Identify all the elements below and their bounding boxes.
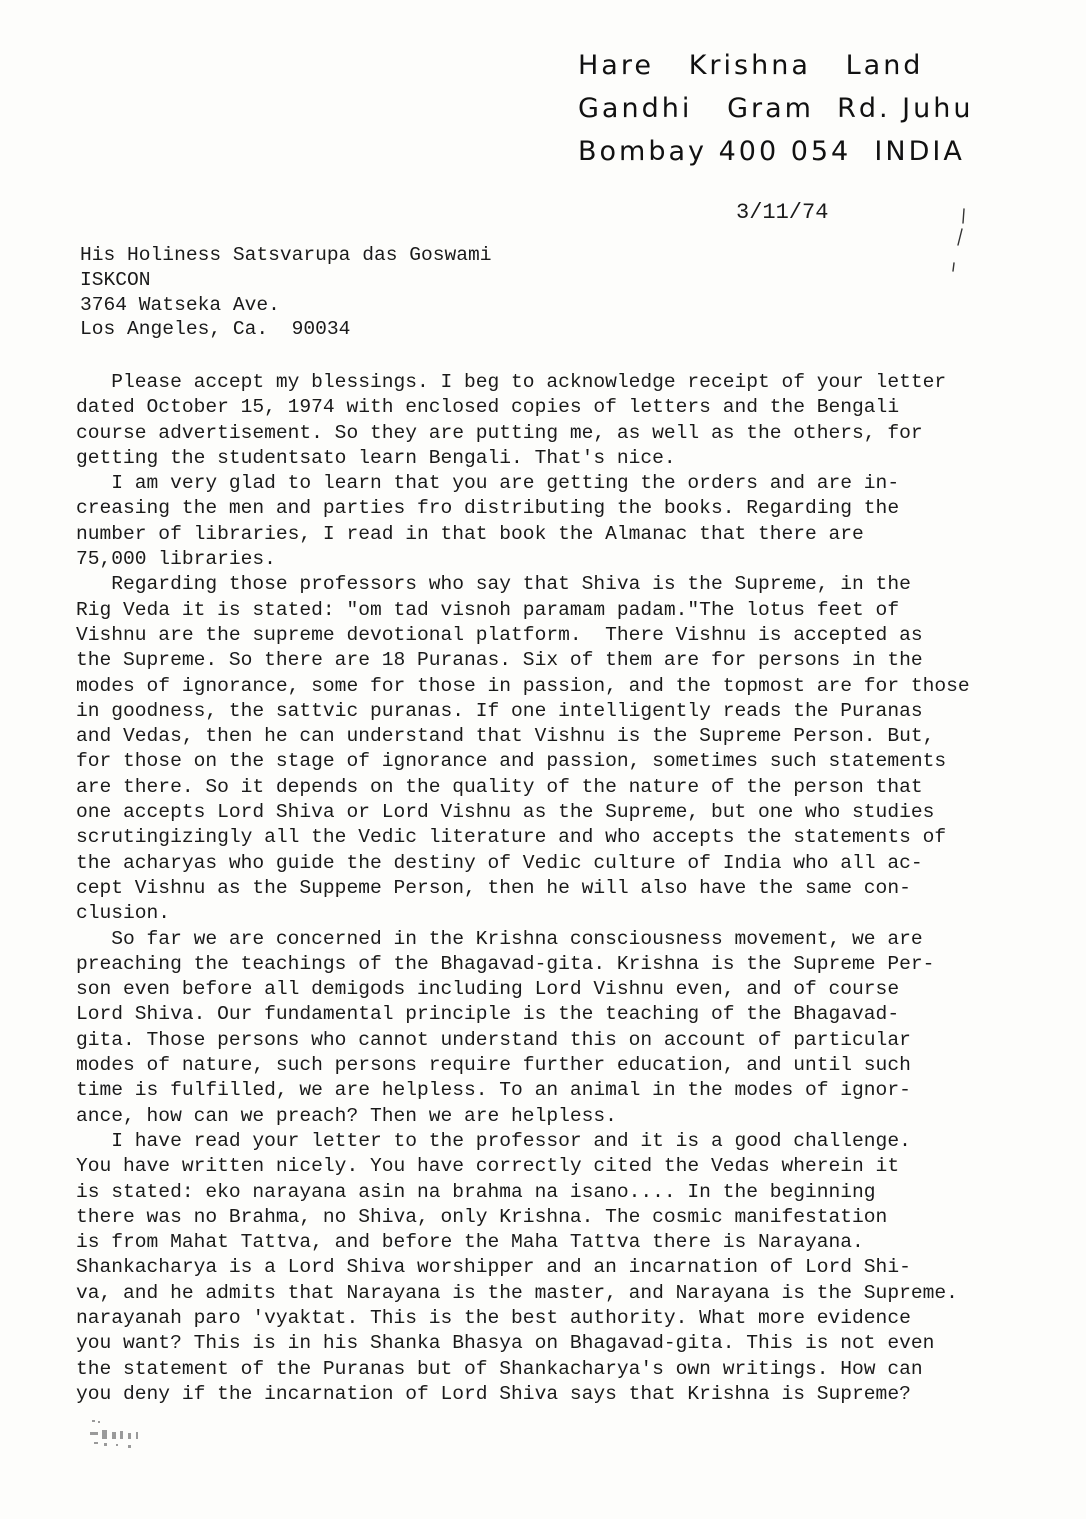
body-line: gita. Those persons who cannot understand this on account of particular — [76, 1028, 911, 1051]
body-line: the statement of the Puranas but of Shankacharya's own writings. How can — [76, 1357, 923, 1380]
letter-date: 3/11/74 — [736, 200, 829, 225]
body-line: va, and he admits that Narayana is the master, and Narayana is the Supreme. — [76, 1281, 958, 1304]
body-line: course advertisement. So they are putting me, as well as the others, for — [76, 421, 923, 444]
body-line: and Vedas, then he can understand that Vishnu is the Supreme Person. But, — [76, 725, 935, 748]
body-line: ance, how can we preach? Then we are helpless. — [76, 1104, 617, 1127]
body-line: time is fulfilled, we are helpless. To an animal in the modes of ignor- — [76, 1079, 911, 1102]
body-line: preaching the teachings of the Bhagavad-gita. Krishna is the Supreme Per- — [76, 952, 935, 975]
body-line: in goodness, the sattvic puranas. If one intelligently reads the Puranas — [76, 699, 923, 722]
body-line: getting the studentsato learn Bengali. That's nice. — [76, 446, 676, 469]
letterhead-address — [578, 44, 973, 173]
body-line: scrutingizingly all the Vedic literature and who accepts the statements of — [76, 826, 947, 849]
body-line: for those on the stage of ignorance and passion, sometimes such statements — [76, 750, 947, 773]
body-line: cept Vishnu as the Suppeme Person, then he will also have the same con- — [76, 876, 911, 899]
body-line: the acharyas who guide the destiny of Vedic culture of India who all ac- — [76, 851, 923, 874]
recipient-street: 3764 Watseka Ave. — [80, 293, 280, 316]
faint-page-mark — [86, 1418, 166, 1463]
body-line: So far we are concerned in the Krishna consciousness movement, we are — [76, 927, 923, 950]
body-line: son even before all demigods including Lord Vishnu even, and of course — [76, 978, 900, 1001]
body-line: 75,000 libraries. — [76, 548, 276, 571]
letterhead-line-3: Bombay 400 054 INDIA — [578, 136, 965, 167]
body-line: narayanah paro 'vyaktat. This is the best authority. What more evidence — [76, 1306, 911, 1329]
recipient-org: ISKCON — [80, 268, 151, 291]
body-line: the Supreme. So there are 18 Puranas. Six of them are for persons in the — [76, 649, 923, 672]
body-line: number of libraries, I read in that book the Almanac that there are — [76, 522, 864, 545]
body-line: clusion. — [76, 902, 171, 925]
body-line: there was no Brahma, no Shiva, only Krishna. The cosmic manifestation — [76, 1205, 888, 1228]
body-line: modes of ignorance, some for those in passion, and the topmost are for those — [76, 674, 970, 697]
body-line: I am very glad to learn that you are getting the orders and are in- — [76, 472, 900, 495]
letterhead-line-2: Gandhi Gram Rd. Juhu — [578, 93, 974, 124]
body-line: modes of nature, such persons require further education, and until such — [76, 1054, 911, 1077]
recipient-name: His Holiness Satsvarupa das Goswami — [80, 244, 492, 266]
body-line: are there. So it depends on the quality of the nature of the person that — [76, 775, 923, 798]
body-line: I have read your letter to the professor and it is a good challenge. — [76, 1129, 911, 1152]
body-line: Shankacharya is a Lord Shiva worshipper and an incarnation of Lord Shi- — [76, 1256, 911, 1279]
body-line: you deny if the incarnation of Lord Shiva says that Krishna is Supreme? — [76, 1382, 911, 1405]
body-line: Vishnu are the supreme devotional platform. There Vishnu is accepted as — [76, 623, 923, 646]
body-line: Please accept my blessings. I beg to acknowledge receipt of your letter — [76, 371, 947, 393]
body-line: one accepts Lord Shiva or Lord Vishnu as the Supreme, but one who studies — [76, 801, 935, 824]
recipient-address — [80, 243, 492, 342]
body-line: Regarding those professors who say that Shiva is the Supreme, in the — [76, 573, 911, 596]
letterhead-line-1: Hare Krishna Land — [578, 50, 924, 81]
body-line: You have written nicely. You have correctly cited the Vedas wherein it — [76, 1155, 900, 1178]
recipient-city: Los Angeles, Ca. 90034 — [80, 318, 351, 341]
body-line: you want? This is in his Shanka Bhasya on Bhagavad-gita. This is not even — [76, 1332, 935, 1355]
body-line: is stated: eko narayana asin na brahma na isano.... In the beginning — [76, 1180, 876, 1203]
body-line: creasing the men and parties fro distributing the books. Regarding the — [76, 497, 900, 520]
body-line: Lord Shiva. Our fundamental principle is the teaching of the Bhagavad- — [76, 1003, 900, 1026]
body-line: Rig Veda it is stated: "om tad visnoh paramam padam."The lotus feet of — [76, 598, 900, 621]
letter-body — [76, 370, 970, 1407]
handwritten-mark — [948, 205, 970, 275]
body-line: is from Mahat Tattva, and before the Maha Tattva there is Narayana. — [76, 1231, 864, 1254]
body-line: dated October 15, 1974 with enclosed copies of letters and the Bengali — [76, 396, 900, 419]
